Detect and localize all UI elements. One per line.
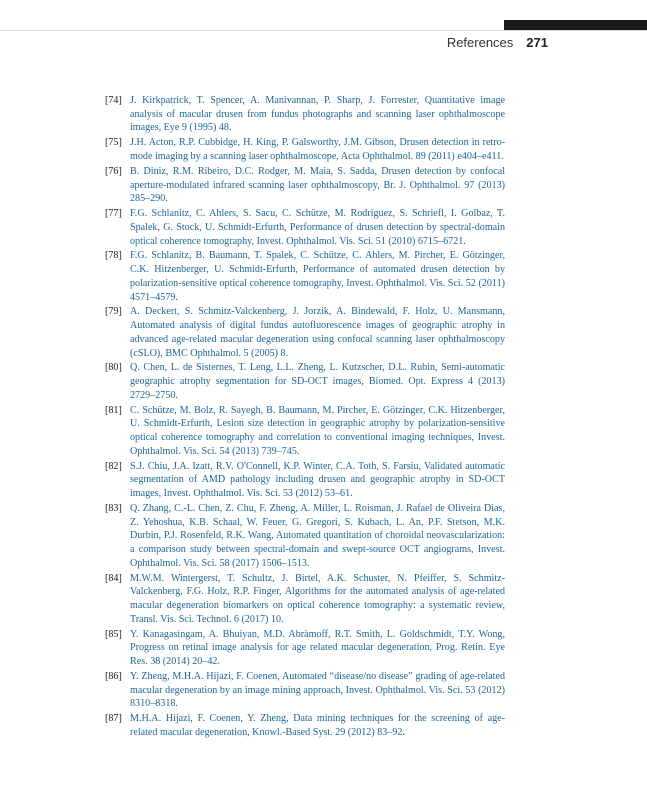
running-head: [447, 35, 548, 50]
reference-text[interactable]: S.J. Chiu, J.A. Izatt, R.V. O'Connell, K.P. Winter, C.A. Toth, S. Farsiu, Validated automatic segmentation of AMD pathology including drusen and geographic atrophy in SD-OCT images, Invest. Ophthalmol. Vis. Sci. 53 (2012) 53–61.: [130, 460, 505, 500]
reference-label: [79]: [105, 306, 122, 318]
reference-item: [105, 361, 505, 402]
reference-text[interactable]: F.G. Schlanitz, C. Ahlers, S. Sacu, C. Schütze, M. Rodriguez, S. Schriefl, I. Golbaz, T. Spalek, G. Stock, U. Schmidt-Erfurth, Performance of drusen detection by spectral-domain optical coherence tomography, Invest. Ophthalmol. Vis. Sci. 51 (2010) 6715–6721.: [130, 208, 505, 247]
reference-item: [105, 165, 505, 206]
reference-label: [75]: [105, 137, 122, 149]
reference-text[interactable]: J.H. Acton, R.P. Cubbidge, H. King, P. Galsworthy, J.M. Gibson, Drusen detection in retro-mode imaging by a scanning laser ophthalmoscope, Acta Ophthalmol. 89 (2011) e404–e411.: [130, 137, 505, 162]
reference-label: [86]: [105, 671, 122, 683]
reference-text[interactable]: F.G. Schlanitz, B. Baumann, T. Spalek, C. Schütze, C. Ahlers, M. Pircher, E. Götzinger, C.K. Hitzenberger, U. Schmidt-Erfurth, Performance of automated drusen detection by polarization-sensitive optical coherence tomography, Invest. Ophthalmol. Vis. Sci. 52 (2011) 4571–4579.: [130, 250, 505, 303]
running-title: References: [446, 35, 514, 50]
reference-item: [105, 712, 505, 739]
page-number: 271: [526, 35, 548, 50]
reference-item: [105, 572, 505, 627]
reference-label: [76]: [105, 165, 122, 177]
reference-list: [105, 94, 505, 741]
reference-text[interactable]: M.W.M. Wintergerst, T. Schultz, J. Birtel, A.K. Schuster, N. Pfeiffer, S. Schmitz-Valckenberg, F.G. Holz, R.P. Finger, Algorithms for the automated analysis of age-related macular degeneration biomarkers on optical coherence tomography: a systematic review, Transl. Vis. Sci. Technol. 6 (2017) 10.: [130, 572, 505, 625]
reference-label: [78]: [105, 250, 122, 262]
reference-item: [105, 305, 505, 360]
reference-text[interactable]: M.H.A. Hijazi, F. Coenen, Y. Zheng, Data mining techniques for the screening of age-related macular degeneration, Knowl.-Based Syst. 29 (2012) 83–92.: [130, 713, 505, 739]
reference-text[interactable]: C. Schütze, M. Bolz, R. Sayegh, B. Baumann, M. Pircher, E. Götzinger, C.K. Hitzenberger, U. Schmidt-Erfurth, Lesion size detection in geographic atrophy by polarization-sensitive optical coherence tomography and correlation to conventional imaging techniques, Invest. Ophthalmol. Vis. Sci. 54 (2013) 739–745.: [130, 404, 505, 457]
reference-label: [84]: [105, 572, 122, 584]
reference-label: [74]: [105, 95, 122, 106]
reference-label: [87]: [105, 713, 122, 725]
header-rule: [0, 30, 647, 31]
reference-text[interactable]: Y. Zheng, M.H.A. Hijazi, F. Coenen, Automated “disease/no disease” grading of age-related macular degeneration by an image mining approach, Invest. Ophthalmol. Vis. Sci. 53 (2012) 8310–8318.: [130, 671, 505, 710]
reference-item: [105, 628, 505, 669]
reference-item: [105, 670, 505, 711]
reference-label: [82]: [105, 460, 122, 472]
reference-label: [80]: [105, 362, 122, 374]
reference-item: [105, 460, 505, 501]
header-accent-bar: [504, 20, 647, 30]
reference-item: [105, 207, 505, 248]
reference-label: [83]: [105, 503, 122, 515]
reference-item: [105, 502, 505, 571]
reference-item: [105, 136, 505, 163]
reference-label: [81]: [105, 404, 122, 416]
reference-label: [85]: [105, 628, 122, 640]
reference-text[interactable]: Y. Kanagasingam, A. Bhuiyan, M.D. Abràmoff, R.T. Smith, L. Goldschmidt, T.Y. Wong, Progress on retinal image analysis for age related macular degeneration, Prog. Retin. Eye Res. 38 (2014) 20–42.: [130, 628, 505, 668]
reference-text[interactable]: Q. Zhang, C.-L. Chen, Z. Chu, F. Zheng, A. Miller, L. Roisman, J. Rafael de Oliveira Dias, Z. Yehoshua, K.B. Schaal, W. Feuer, G. Gregori, S. Kubach, L. An, P.F. Stetson, M.K. Durbin, P.J. Rosenfeld, R.K. Wang, Automated quantitation of choroidal neovascularization: a comparison study between spectral-domain and swept-source OCT angiograms, Invest. Ophthalmol. Vis. Sci. 58 (2017) 1506–1513.: [130, 503, 505, 569]
reference-text[interactable]: B. Diniz, R.M. Ribeiro, D.C. Rodger, M. Maia, S. Sadda, Drusen detection by confocal aperture-modulated infrared scanning laser ophthalmoscopy, Br. J. Ophthalmol. 97 (2013) 285–290.: [130, 165, 505, 205]
reference-item: [105, 249, 505, 304]
reference-text[interactable]: A. Deckert, S. Schmitz-Valckenberg, J. Jorzik, A. Bindewald, F. Holz, U. Mansmann, Automated analysis of digital fundus autofluorescence images of geographic atrophy in advanced age-related macular degeneration using confocal scanning laser ophthalmoscopy (cSLO), BMC Ophthalmol. 5 (2005) 8.: [130, 306, 505, 359]
reference-label: [77]: [105, 208, 122, 220]
reference-text[interactable]: Q. Chen, L. de Sisternes, T. Leng, L.L. Zheng, L. Kutzscher, D.L. Rubin, Semi-automatic geographic atrophy segmentation for SD-OCT images, Biomed. Opt. Express 4 (2013) 2729–2750.: [130, 362, 505, 401]
reference-text[interactable]: J. Kirkpatrick, T. Spencer, A. Manivannan, P. Sharp, J. Forrester, Quantitative image analysis of macular drusen from fundus photographs and scanning laser ophthalmoscope images, Eye 9 (1995) 48.: [130, 95, 505, 134]
reference-item: [105, 404, 505, 459]
reference-item: [105, 94, 505, 135]
